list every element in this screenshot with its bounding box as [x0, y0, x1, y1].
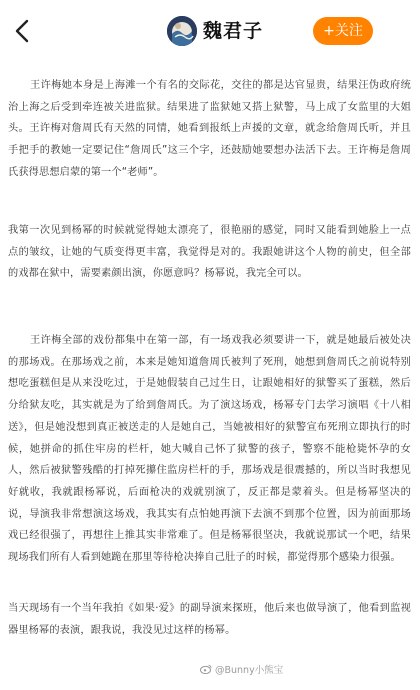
article-paragraph: 王许梅全部的戏份都集中在第一部，有一场戏我必须要讲一下，就是她最后被处决的那场戏。在那场戏之前，本来是她知道詹周氏被判了死刑，她想到詹周氏之前说特别想吃蛋糕但是从来没吃过，于是她假装自己过生日，让跟她相好的狱警买了蛋糕，然后分给狱友吃，其实就是为了给到詹周氏。为了演这场戏，杨幂专门去学习演唱《十八相送》，但是她没想到真正被送走的人是她自己，当她被相好的狱警宣布死刑立即执行的时候，她拼命的抓住牢房的栏杆，她大喊自己怀了狱警的孩子，警察不能枪毙怀孕的女人，然后被狱警残酷的打掉死攥住监房栏杆的手，那场戏是很震撼的，所以当时我想见好就收，我就跟杨幂说，后面枪决的戏就别演了，反正都是蒙着头。但是杨幂坚决的说，导演我非常想演这场戏，我其实有点怕她再演下去演不到那个位置，因为前面那场戏已经很强了，再想往上推其实非常难了。但是杨幂很坚决，我就说那试一个吧，结果现场我们所有人看到她跪在那里等待枪决捧自己肚子的时候，都觉得那个感染力很强。 [8, 335, 411, 564]
watermark [200, 662, 283, 676]
top-bar [0, 0, 420, 62]
article-paragraph: 王许梅她本身是上海滩一个有名的交际花，交往的都是达官显贵，结果汪伪政府统治上海之后受到牵连被关进监狱。结果进了监狱她又搭上狱警，马上成了女监里的大姐头。王许梅对詹周氏有天然的同情，她看到报纸上声援的文章，就念给詹周氏听，并且手把手的教她一定要记住“詹周氏”这三个字，还鼓励她要想办法活下去。王许梅是詹周氏获得思想启蒙的第一个“老师”。 [8, 80, 411, 178]
avatar-icon [167, 16, 197, 46]
chevron-left-icon [10, 17, 36, 45]
article-paragraph: 我第一次见到杨幂的时候就觉得她太漂亮了，很艳丽的感觉，同时又能看到她脸上一点点的皱纹，让她的气质变得更丰富，我觉得是对的。我跟她讲这个人物的前史，但全部的戏都在狱中，需要素颜出演，你愿意吗？杨幂说，我完全可以。 [8, 225, 411, 280]
weibo-logo-icon [200, 664, 212, 674]
article-paragraph: 当天现场有一个当年我拍《如果·爱》的副导演来探班，他后来也做导演了，他看到监视器里杨幂的表演，跟我说，我没见过这样的杨幂。 [8, 603, 411, 636]
follow-button[interactable]: +关注 [313, 17, 373, 45]
page-title[interactable]: 魏君子 [203, 20, 264, 42]
watermark-text: @Bunny小熊宝 [215, 665, 284, 676]
avatar[interactable] [167, 16, 197, 46]
back-button[interactable] [10, 17, 36, 45]
article-body [0, 62, 420, 690]
